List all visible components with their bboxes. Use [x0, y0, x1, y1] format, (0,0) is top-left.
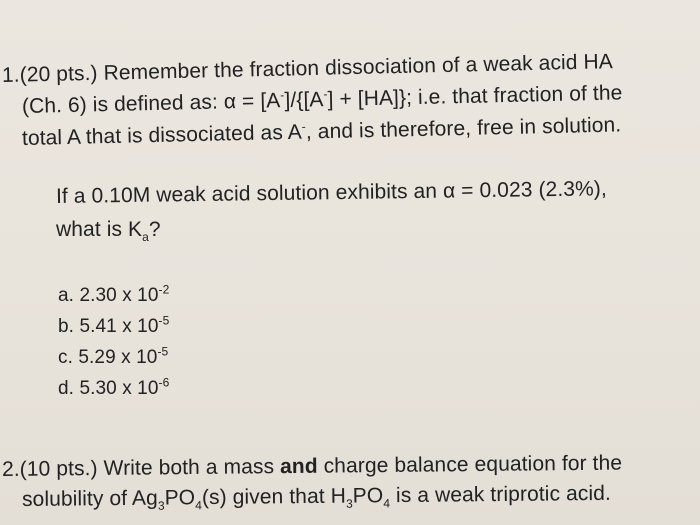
option-label: d.: [58, 378, 75, 399]
q1-line2-a: (Ch. 6) is defined as: α = [A: [21, 89, 281, 118]
q1-points: (20 pts.): [19, 61, 98, 87]
option-value: 5.30 x 10: [79, 378, 159, 399]
option-a: [58, 284, 169, 308]
q1-prompt-line-1: If a 0.10M weak acid solution exhibits an α = 0.023 (2.3%),: [55, 177, 608, 208]
q1-line-3: [22, 113, 622, 151]
q2-line-1: [2, 452, 622, 482]
option-exponent: -5: [157, 344, 169, 359]
q1-line2-c: ] + [HA]}; i.e. that fraction of the: [327, 81, 623, 112]
option-value: 5.41 x 10: [79, 316, 159, 337]
option-d: [58, 377, 169, 401]
q1-prompt-line-2: [56, 218, 161, 245]
q2-line2-a: solubility of Ag: [21, 486, 158, 511]
option-label: a.: [58, 285, 75, 306]
option-label: c.: [58, 347, 73, 368]
q1-prompt-question-mark: ?: [148, 218, 161, 241]
q2-bold-and: and: [279, 454, 318, 479]
q2-line2-d: PO: [352, 484, 384, 508]
subscript-4: 4: [383, 496, 391, 511]
q1-line-1: [2, 50, 613, 88]
option-value: 2.30 x 10: [79, 285, 159, 306]
subscript-3: 3: [345, 496, 353, 511]
subscript-4: 4: [195, 498, 203, 513]
option-value: 5.29 x 10: [78, 347, 158, 368]
q1-prompt-what-is: what is K: [56, 218, 143, 241]
q1-line2-b: ]/{[A: [284, 88, 324, 113]
q1-number: 1.: [1, 63, 20, 87]
ka-subscript: a: [142, 230, 149, 245]
option-exponent: -5: [158, 313, 170, 328]
q1-line3-b: , and is therefore, free in solution.: [305, 113, 622, 144]
option-c: [58, 346, 168, 370]
q2-line2-e: is a weak triprotic acid.: [389, 481, 612, 508]
q2-line1-b: charge balance equation for the: [323, 451, 623, 478]
q1-line3-a: total A that is dissociated as A: [21, 120, 303, 150]
superscript-minus: -: [323, 87, 328, 102]
option-exponent: -6: [158, 375, 170, 390]
superscript-minus: -: [301, 119, 306, 134]
option-b: [58, 315, 169, 339]
q1-line1-text: Remember the fraction dissociation of a weak acid HA: [103, 50, 614, 85]
q1-line-2: [22, 81, 623, 119]
q2-line2-c: (s) given that H: [201, 484, 347, 510]
q2-points: (10 pts.): [19, 456, 98, 481]
superscript-minus: -: [280, 88, 285, 103]
q2-line2-b: PO: [164, 486, 196, 510]
q2-line-2: [22, 482, 611, 512]
subscript-3: 3: [157, 498, 165, 513]
q2-number: 2.: [1, 457, 20, 481]
option-label: b.: [58, 316, 75, 337]
option-exponent: -2: [158, 282, 170, 297]
q2-line1-a: Write both a mass: [103, 455, 275, 480]
